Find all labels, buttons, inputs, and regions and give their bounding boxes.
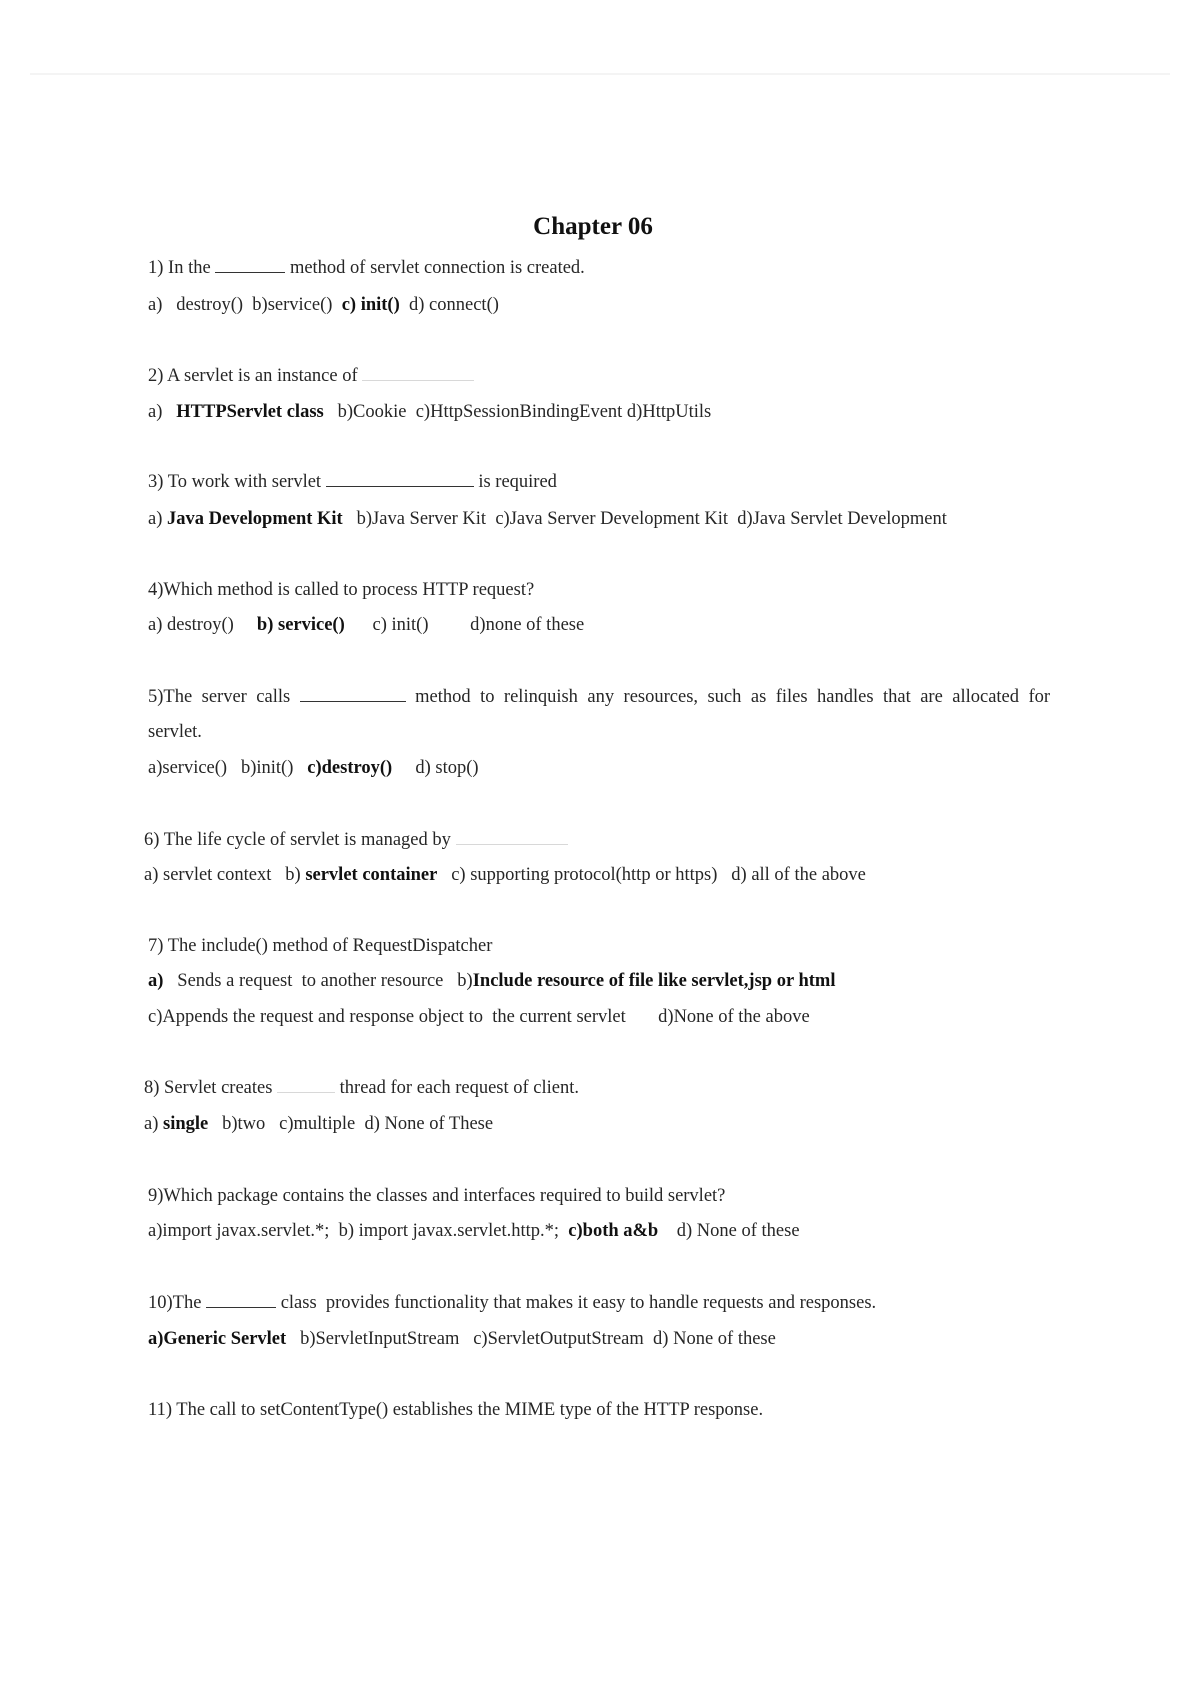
option-a: destroy() <box>167 615 234 635</box>
question-number: 6) <box>144 830 160 850</box>
option-d: connect() <box>429 295 499 315</box>
option-c: supporting protocol(http or https) <box>470 865 718 885</box>
option-a-correct: Java Development Kit <box>167 509 343 529</box>
option-label: b) <box>338 1221 355 1241</box>
question-5 <box>148 686 1050 708</box>
option-label: b) <box>222 1114 238 1134</box>
option-label: a) <box>148 971 164 991</box>
question-text: The <box>172 1293 202 1313</box>
option-c: ServletOutputStream <box>487 1329 644 1349</box>
option-label: d) <box>470 615 486 635</box>
option-label: a) <box>148 509 163 529</box>
question-8 <box>144 1077 579 1099</box>
option-b: two <box>237 1114 266 1134</box>
option-label: a) <box>148 1221 163 1241</box>
option-b: Cookie <box>353 402 407 422</box>
options-10 <box>148 1328 776 1350</box>
question-number: 10) <box>148 1293 173 1313</box>
question-5-continuation: servlet. <box>148 722 202 742</box>
answer-blank <box>326 485 474 487</box>
question-text: The life cycle of servlet is managed by <box>163 830 451 850</box>
option-label: d) <box>626 402 643 422</box>
option-a: servlet context <box>163 865 272 885</box>
options-8 <box>144 1113 493 1135</box>
question-text: To work with servlet <box>167 472 322 492</box>
option-b: service() <box>267 295 333 315</box>
question-2 <box>148 365 474 387</box>
option-c: init() <box>391 615 429 635</box>
option-label: d) <box>653 1329 669 1349</box>
question-text: Servlet creates <box>164 1078 273 1098</box>
option-label: a) <box>148 295 163 315</box>
option-label: c) <box>473 1329 488 1349</box>
option-label: a) <box>148 1329 164 1349</box>
question-10 <box>148 1292 876 1314</box>
answer-blank <box>215 271 285 273</box>
page-title: Chapter 06 <box>533 213 653 240</box>
option-d: HttpUtils <box>642 402 712 422</box>
options-1 <box>148 294 499 316</box>
question-number: 7) <box>148 936 164 956</box>
option-label: c) <box>341 295 357 315</box>
question-number: 4) <box>148 580 164 600</box>
option-d: None of these <box>673 1329 776 1349</box>
question-text: Which package contains the classes and interfaces required to build servlet? <box>163 1186 726 1206</box>
question-text: In the <box>168 258 211 278</box>
question-text-cont: thread for each request of client. <box>339 1078 580 1098</box>
option-label: b) <box>337 402 354 422</box>
option-b: init() <box>256 758 294 778</box>
question-number: 2) <box>148 366 164 386</box>
option-c: multiple <box>293 1114 356 1134</box>
option-label: a) <box>148 615 163 635</box>
options-9 <box>148 1220 800 1242</box>
answer-blank <box>300 700 406 702</box>
options-4 <box>148 614 584 636</box>
page-top-rule <box>30 73 1170 75</box>
option-label: b) <box>300 1329 316 1349</box>
option-d: None of These <box>384 1114 494 1134</box>
options-6 <box>144 864 866 886</box>
option-b-correct: servlet container <box>305 865 438 885</box>
question-text: The server calls <box>163 687 291 707</box>
option-c-correct: both a&b <box>582 1221 659 1241</box>
options-5 <box>148 757 479 779</box>
answer-blank <box>277 1091 335 1093</box>
answer-blank <box>206 1306 276 1308</box>
question-1 <box>148 257 585 279</box>
options-7-ab <box>148 970 835 992</box>
options-7-cd <box>148 1006 810 1028</box>
option-label: a) <box>148 758 163 778</box>
option-label: b) <box>356 509 373 529</box>
question-text: A servlet is an instance of <box>167 366 358 386</box>
question-number: 3) <box>148 472 164 492</box>
option-d: None of the above <box>673 1007 810 1027</box>
option-d: stop() <box>435 758 479 778</box>
question-number: 5) <box>148 687 164 707</box>
question-4 <box>148 579 534 601</box>
question-number: 11) <box>148 1400 172 1420</box>
option-label: b) <box>252 295 268 315</box>
option-d: all of the above <box>751 865 866 885</box>
question-number: 9) <box>148 1186 164 1206</box>
option-label: b) <box>240 758 257 778</box>
option-label: d) <box>364 1114 380 1134</box>
option-a-correct: Generic Servlet <box>163 1329 287 1349</box>
question-text-cont: method of servlet connection is created. <box>289 258 585 278</box>
option-d: None of these <box>696 1221 800 1241</box>
option-b-correct: service() <box>278 615 345 635</box>
option-b-correct: Include resource of file like servlet,jsp or html <box>472 971 836 991</box>
option-label: d) <box>658 1007 674 1027</box>
option-a: import javax.servlet.*; <box>162 1221 330 1241</box>
option-c: Java Server Development Kit <box>509 509 729 529</box>
question-text-cont: class provides functionality that makes it easy to handle requests and responses. <box>280 1293 877 1313</box>
question-text: The include() method of RequestDispatcher <box>167 936 493 956</box>
option-d: Java Servlet Development <box>752 509 947 529</box>
option-label: a) <box>144 865 159 885</box>
question-3 <box>148 471 557 493</box>
option-label: c) <box>148 1007 163 1027</box>
question-text: Which method is called to process HTTP request? <box>163 580 535 600</box>
option-b: ServletInputStream <box>315 1329 460 1349</box>
option-c-correct: destroy() <box>321 758 393 778</box>
option-c-correct: init() <box>360 295 400 315</box>
question-text: The call to setContentType() establishes the MIME type of the HTTP response. <box>176 1400 764 1420</box>
question-number: 1) <box>148 258 164 278</box>
option-label: c) <box>451 865 466 885</box>
option-a: Sends a request to another resource <box>177 971 444 991</box>
question-6 <box>144 829 568 851</box>
question-text-cont: method to relinquish any resources, such as files handles that are allocated for <box>415 687 1051 707</box>
option-label: b) <box>285 865 301 885</box>
question-number: 8) <box>144 1078 160 1098</box>
option-a: service() <box>162 758 228 778</box>
option-a: destroy() <box>176 295 244 315</box>
option-label: c) <box>568 1221 583 1241</box>
question-9 <box>148 1185 725 1207</box>
option-label: b) <box>256 615 274 635</box>
option-label: d) <box>409 295 425 315</box>
option-label: a) <box>144 1114 159 1134</box>
option-c: HttpSessionBindingEvent <box>430 402 623 422</box>
option-label: a) <box>148 402 163 422</box>
option-label: c) <box>279 1114 294 1134</box>
question-11 <box>148 1399 763 1421</box>
option-label: c) <box>495 509 510 529</box>
answer-blank <box>362 379 474 381</box>
option-label: c) <box>372 615 387 635</box>
option-label: d) <box>415 758 431 778</box>
option-d: none of these <box>485 615 585 635</box>
option-b: Java Server Kit <box>372 509 487 529</box>
option-b: import javax.servlet.http.*; <box>358 1221 560 1241</box>
option-a-correct: HTTPServlet class <box>176 402 324 422</box>
option-c: Appends the request and response object to the current servlet <box>162 1007 626 1027</box>
option-label: c) <box>415 402 431 422</box>
option-label: d) <box>737 509 753 529</box>
option-a-correct: single <box>163 1114 209 1134</box>
option-label: b) <box>457 971 473 991</box>
question-7 <box>148 935 492 957</box>
question-text-cont: is required <box>478 472 557 492</box>
option-label: d) <box>731 865 747 885</box>
answer-blank <box>456 843 568 845</box>
options-3 <box>148 508 947 530</box>
option-label: d) <box>676 1221 693 1241</box>
options-2 <box>148 401 711 423</box>
option-label: c) <box>307 758 322 778</box>
